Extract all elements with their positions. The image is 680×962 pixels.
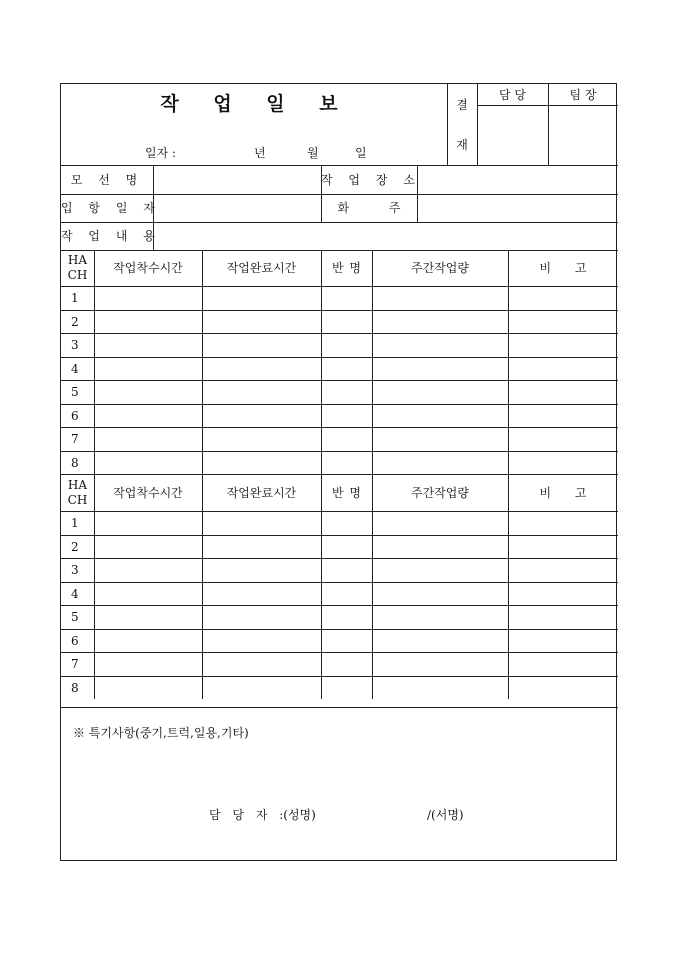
person-in-charge-label: 담 당 자 :(성명) — [209, 808, 316, 822]
table2-remarks-cell[interactable] — [509, 583, 617, 605]
table1-team-cell[interactable] — [322, 452, 371, 474]
approval-label-top: 결 — [456, 98, 468, 112]
arrival-date-label: 입 항 일 자 — [61, 201, 161, 215]
table2-weekly-volume-cell[interactable] — [373, 559, 507, 581]
table1-team-cell[interactable] — [322, 287, 371, 309]
approval-manager-label: 담 당 — [499, 88, 526, 102]
table2-end-time-cell[interactable] — [203, 559, 320, 581]
table1-team-cell[interactable] — [322, 405, 371, 427]
table2-start-time-cell[interactable] — [95, 606, 201, 628]
hatch-number: 7 — [71, 432, 79, 446]
table1-start-time-cell[interactable] — [95, 358, 201, 380]
table1-team-cell[interactable] — [322, 358, 371, 380]
table2-end-time-cell[interactable] — [203, 583, 320, 605]
start-time-header: 작업착수시간 — [113, 261, 183, 275]
team-header: 반 명 — [332, 261, 361, 275]
date-month-label: 월 — [307, 146, 319, 160]
hatch-header: HA CH — [67, 253, 88, 282]
vessel-name-field[interactable] — [154, 166, 320, 193]
table2-remarks-cell[interactable] — [509, 512, 617, 534]
work-content-label: 작 업 내 용 — [61, 229, 161, 243]
approval-divider — [447, 84, 448, 165]
table-separator — [61, 474, 618, 475]
footer-divider — [61, 707, 618, 708]
signature-label: /(서명) — [427, 808, 464, 822]
work-place-label: 작 업 장 소 — [321, 173, 421, 187]
approval-team-leader-label: 팀 장 — [569, 88, 597, 102]
hatch-number: 2 — [71, 539, 79, 554]
table1-weekly-volume-cell[interactable] — [373, 287, 507, 309]
hatch-number: 6 — [71, 633, 79, 648]
table2-weekly-volume-cell[interactable] — [373, 677, 507, 699]
table1-weekly-volume-cell[interactable] — [373, 334, 507, 356]
table2-remarks-cell[interactable] — [509, 677, 617, 699]
hatch-number: 5 — [71, 385, 79, 399]
table1-remarks-cell[interactable] — [509, 287, 617, 309]
table1-remarks-cell[interactable] — [509, 428, 617, 450]
table2-remarks-cell[interactable] — [509, 653, 617, 675]
table2-team-cell[interactable] — [322, 559, 371, 581]
table1-remarks-cell[interactable] — [509, 452, 617, 474]
shipper-field[interactable] — [418, 195, 617, 221]
table2-team-cell[interactable] — [322, 606, 371, 628]
date-label: 일자 : — [145, 146, 177, 160]
table1-team-cell[interactable] — [322, 428, 371, 450]
table2-team-cell[interactable] — [322, 630, 371, 652]
hatch-header: HA CH — [67, 478, 88, 507]
table1-end-time-cell[interactable] — [203, 287, 320, 309]
table2-weekly-volume-cell[interactable] — [373, 583, 507, 605]
table1-start-time-cell[interactable] — [95, 452, 201, 474]
table1-weekly-volume-cell[interactable] — [373, 358, 507, 380]
hatch-number: 4 — [71, 586, 79, 601]
table1-start-time-cell[interactable] — [95, 287, 201, 309]
hatch-number: 2 — [71, 314, 79, 329]
work-daily-report-form — [60, 83, 617, 861]
table2-end-time-cell[interactable] — [203, 512, 320, 534]
hatch-number: 1 — [71, 291, 79, 305]
table2-team-cell[interactable] — [322, 677, 371, 699]
table1-start-time-cell[interactable] — [95, 334, 201, 356]
table1-weekly-volume-cell[interactable] — [373, 428, 507, 450]
table2-end-time-cell[interactable] — [203, 677, 320, 699]
end-time-header: 작업완료시간 — [226, 486, 297, 500]
hatch-number: 7 — [71, 657, 79, 671]
hatch-number: 6 — [71, 408, 79, 423]
table2-weekly-volume-cell[interactable] — [373, 653, 507, 675]
table2-start-time-cell[interactable] — [95, 653, 201, 675]
table1-team-cell[interactable] — [322, 311, 371, 333]
table2-team-cell[interactable] — [322, 583, 371, 605]
team-leader-signature-box[interactable] — [549, 106, 617, 164]
table2-start-time-cell[interactable] — [95, 512, 201, 534]
table1-weekly-volume-cell[interactable] — [373, 452, 507, 474]
document-title: 작 업 일 보 — [160, 93, 352, 115]
hatch-number: 1 — [71, 516, 79, 530]
vessel-name-label: 모 선 명 — [70, 173, 144, 187]
hatch-number: 4 — [71, 361, 79, 376]
table2-weekly-volume-cell[interactable] — [373, 512, 507, 534]
manager-signature-box[interactable] — [478, 106, 547, 164]
table2-start-time-cell[interactable] — [95, 677, 201, 699]
table1-end-time-cell[interactable] — [203, 405, 320, 427]
table2-team-cell[interactable] — [322, 536, 371, 558]
table1-remarks-cell[interactable] — [509, 405, 617, 427]
hatch-number: 8 — [71, 455, 79, 470]
arrival-date-field[interactable] — [154, 195, 320, 221]
special-notes-label: ※ 특기사항(중기,트럭,일용,기타) — [73, 726, 249, 740]
table2-remarks-cell[interactable] — [509, 536, 617, 558]
hatch-number: 5 — [71, 610, 79, 624]
table2-end-time-cell[interactable] — [203, 536, 320, 558]
work-place-field[interactable] — [418, 166, 617, 193]
table2-team-cell[interactable] — [322, 653, 371, 675]
table2-start-time-cell[interactable] — [95, 536, 201, 558]
special-notes-field[interactable] — [71, 744, 608, 804]
team-header: 반 명 — [332, 486, 361, 500]
remarks-header: 비 고 — [539, 261, 587, 275]
table1-team-cell[interactable] — [322, 381, 371, 403]
table1-weekly-volume-cell[interactable] — [373, 405, 507, 427]
table1-end-time-cell[interactable] — [203, 381, 320, 403]
date-year-label: 년 — [254, 146, 266, 160]
remarks-header: 비 고 — [539, 486, 587, 500]
table2-remarks-cell[interactable] — [509, 630, 617, 652]
table1-end-time-cell[interactable] — [203, 311, 320, 333]
end-time-header: 작업완료시간 — [226, 261, 297, 275]
table2-weekly-volume-cell[interactable] — [373, 606, 507, 628]
table2-remarks-cell[interactable] — [509, 559, 617, 581]
hatch-number: 3 — [71, 338, 79, 352]
table1-weekly-volume-cell[interactable] — [373, 311, 507, 333]
hatch-number: 8 — [71, 680, 79, 695]
table2-weekly-volume-cell[interactable] — [373, 536, 507, 558]
weekly-volume-header: 주간작업량 — [411, 486, 469, 500]
weekly-volume-header: 주간작업량 — [411, 261, 469, 275]
table1-remarks-cell[interactable] — [509, 381, 617, 403]
hatch-number: 3 — [71, 563, 79, 577]
table2-end-time-cell[interactable] — [203, 606, 320, 628]
table1-weekly-volume-cell[interactable] — [373, 381, 507, 403]
table1-end-time-cell[interactable] — [203, 358, 320, 380]
table2-remarks-cell[interactable] — [509, 606, 617, 628]
table2-start-time-cell[interactable] — [95, 559, 201, 581]
table1-start-time-cell[interactable] — [95, 428, 201, 450]
table2-end-time-cell[interactable] — [203, 653, 320, 675]
table1-end-time-cell[interactable] — [203, 452, 320, 474]
table2-start-time-cell[interactable] — [95, 583, 201, 605]
table1-start-time-cell[interactable] — [95, 311, 201, 333]
table2-team-cell[interactable] — [322, 512, 371, 534]
table1-remarks-cell[interactable] — [509, 311, 617, 333]
table2-start-time-cell[interactable] — [95, 630, 201, 652]
date-day-label: 일 — [355, 146, 367, 160]
table1-team-cell[interactable] — [322, 334, 371, 356]
table1-start-time-cell[interactable] — [95, 405, 201, 427]
table1-remarks-cell[interactable] — [509, 358, 617, 380]
table1-remarks-cell[interactable] — [509, 334, 617, 356]
row-divider — [61, 250, 618, 251]
table1-start-time-cell[interactable] — [95, 381, 201, 403]
shipper-label: 화 주 — [337, 201, 401, 215]
table1-end-time-cell[interactable] — [203, 334, 320, 356]
work-content-field[interactable] — [154, 223, 617, 249]
table2-end-time-cell[interactable] — [203, 630, 320, 652]
table2-weekly-volume-cell[interactable] — [373, 630, 507, 652]
start-time-header: 작업착수시간 — [113, 486, 183, 500]
approval-label-bottom: 재 — [456, 138, 468, 152]
table1-end-time-cell[interactable] — [203, 428, 320, 450]
